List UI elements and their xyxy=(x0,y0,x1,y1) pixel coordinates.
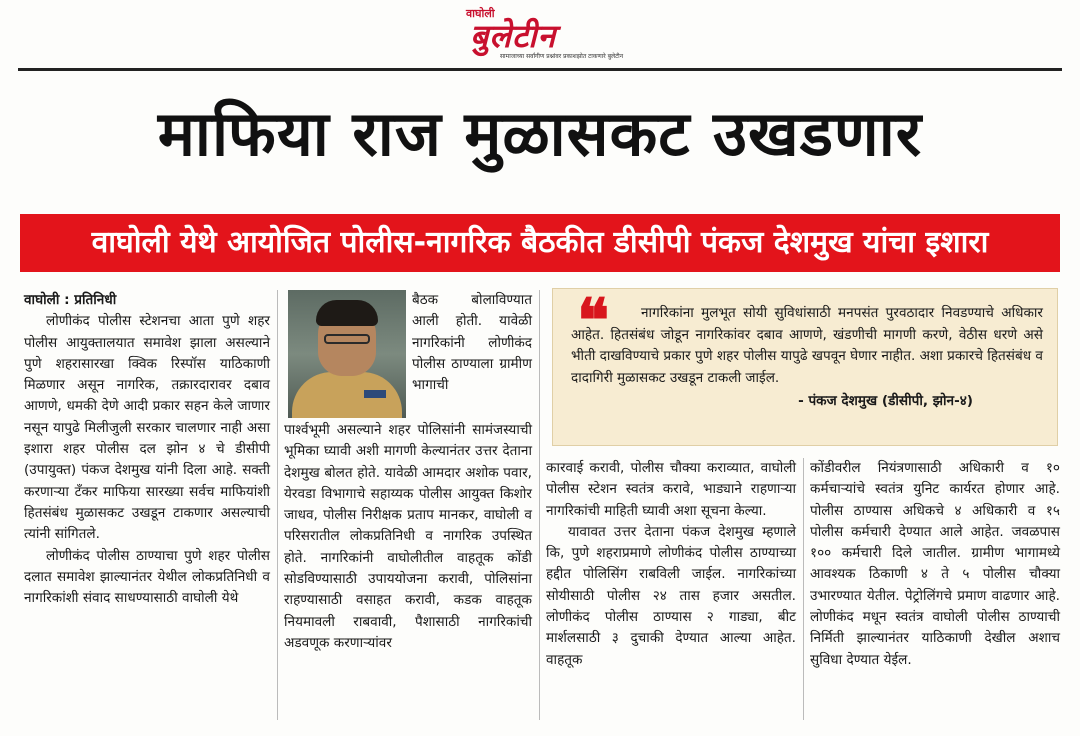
headline: माफिया राज मुळासकट उखडणार xyxy=(157,97,923,170)
byline: वाघोली : प्रतिनिधी xyxy=(24,292,117,308)
subheadline-banner: वाघोली येथे आयोजित पोलीस-नागरिक बैठकीत डीसीपी पंकज देशमुख यांचा इशारा xyxy=(20,214,1060,272)
paragraph: यावावत उत्तर देताना पंकज देशमुख म्हणाले कि, पुणे शहराप्रमाणे लोणीकंद पोलीस ठाण्याच्या हद्दीत पोलिसिंग राबविली जाईल. नागरिकांच्या सोयीसाठी पोलीस २४ तास हजार असतील. लोणीकंद पोलीस ठाण्यास २ गाड्या, बीट मार्शलसाठी ३ दुचाकी देण्यात आल्या आहेत. वाहतूक xyxy=(546,523,796,668)
pull-quote-box xyxy=(552,288,1058,446)
article-column-1 xyxy=(24,290,270,609)
dcp-portrait-photo xyxy=(288,290,406,418)
quote-mark-icon: ❝ xyxy=(577,286,610,356)
paragraph: कारवाई करावी, पोलीस चौक्या कराव्यात, वाघोली पोलीस स्टेशन स्वतंत्र करावे, भाड्याने राहणाऱ्या नागरिकांची माहिती घ्यावी अशा सूचना केल्या. xyxy=(546,460,796,519)
hair-shape xyxy=(316,300,378,326)
article-column-3 xyxy=(546,458,796,671)
column-divider xyxy=(803,458,804,720)
paragraph: लोणीकंद पोलीस ठाण्याचा पुणे शहर पोलीस दलात समावेश झाल्यानंतर येथील लोकप्रतिनिधी व नागरिकांशी संवाद साधण्यासाठी वाघोली येथे xyxy=(24,547,270,607)
paragraph: कोंडीवरील नियंत्रणासाठी अधिकारी व १० कर्मचाऱ्यांचे स्वतंत्र युनिट कार्यरत होणार आहे. पोलीस ठाण्यास अधिकचे ४ अधिकारी व १५ पोलीस कर्मचारी देण्यात आले आहेत. जवळपास १०० कर्मचारी दिले जातील. ग्रामीण भागामध्ये आवश्यक ठिकाणी ४ ते ५ पोलीस चौक्या उभारण्यात येतील. पेट्रोलिंगचे प्रमाण वाढणार आहे. लोणीकंद मधून स्वतंत्र वाघोली पोलीस ठाण्याची निर्मिती झाल्यानंतर याठिकाणी देखील अशाच सुविधा देण्यात येईल. xyxy=(810,460,1060,668)
masthead xyxy=(0,0,1080,66)
paragraph: लोणीकंद पोलीस स्टेशनचा आता पुणे शहर पोलीस आयुक्तालयात समावेश झाला असल्याने पुणे शहरासारखा क्विक रिस्पॉस याठिकाणी मिळणार असून नागरिक, तक्रारदारावर दबाव आणणे, धमकी देणे आदी प्रकार सहन केले जाणार नसून यापुढे मिलीजुली सरकार चालणार नाही असा इशारा शहर पोलीस दल झोन ४ चे डीसीपी (उपायुक्त) पंकज देशमुख यांनी दिला आहे. सक्ती करणाऱ्या टँकर माफिया सारख्या सर्वच माफियांशी हितसंबंध मुळासकट उखडून टाकणार असल्याची त्यांनी सांगितले. xyxy=(24,313,270,543)
name-badge-shape xyxy=(364,390,386,398)
masthead-title: बुलेटीन xyxy=(470,17,557,55)
pull-quote-attribution: - पंकज देशमुख (डीसीपी, झोन-४) xyxy=(798,393,973,409)
masthead-kicker: वाघोली xyxy=(466,7,495,20)
top-rule xyxy=(18,68,1062,71)
article-column-4 xyxy=(810,458,1060,671)
column-divider xyxy=(277,290,278,720)
article-column-2-top: बैठक बोलाविण्यात आली होती. यावेळी नागरिकांनी लोणीकंद पोलीस ठाण्याला ग्रामीण भागाची xyxy=(412,292,532,394)
article-column-2: पार्श्वभूमी असल्याने शहर पोलिसांनी सामंजस्याची भूमिका घ्यावी अशी मागणी केल्यानंतर उत्तर देताना देशमुख बोलत होते. यावेळी आमदार अशोक पवार, येरवडा विभागाचे सहाय्यक पोलीस आयुक्त किशोर जाधव, पोलीस निरीक्षक प्रताप मानकर, वाघोली व परिसरातील लोकप्रतिनिधी व नागरिक उपस्थित होते. नागरिकांनी वाघोलीतील वाहतूक कोंडी सोडविण्यासाठी उपाययोजना करावी, पोलिसांना राहण्यासाठी वसाहत करावी, कडक वाहतूक नियमावली राबवावी, पैशासाठी नागरिकांची अडवणूक करणाऱ्यांवर xyxy=(284,422,532,651)
pull-quote-text: नागरिकांना मुलभूत सोयी सुविधांसाठी मनपसंत पुरवठादार निवडण्याचे अधिकार आहेत. हितसंबंध जोडून नागरिकांवर दबाव आणणे, खंडणीची मागणी करणे, वेठीस धरणे असे भीती दाखविण्याचे प्रकार पुणे शहर पोलीस यापुढे खपवून घेणार नाहीत. अशा प्रकारचे हितसंबंध व दादागिरी मुळासकट उखडून टाकली जाईल. xyxy=(571,305,1043,386)
masthead-tagline: सामाजाच्या सर्वांगीण प्रश्नांवर प्रकाशझोत टाकणारे बुलेटीन xyxy=(500,53,624,60)
column-divider xyxy=(539,290,540,720)
glasses-shape xyxy=(324,334,370,344)
